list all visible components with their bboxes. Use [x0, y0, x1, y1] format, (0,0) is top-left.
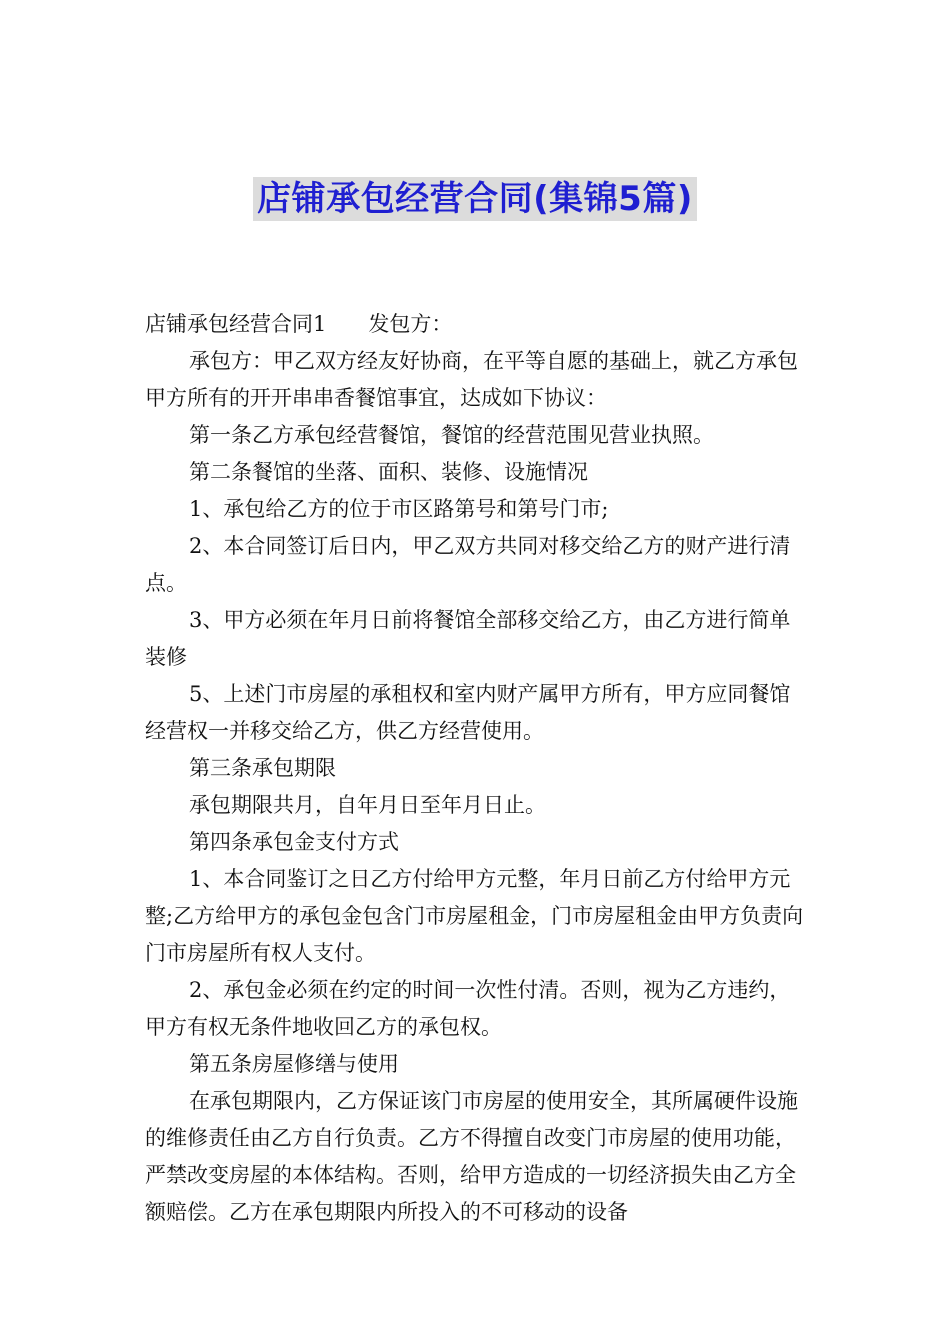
- paragraph: 1、承包给乙方的位于市区路第号和第号门市;: [189, 497, 609, 521]
- paragraph: 在承包期限内，乙方保证该门市房屋的使用安全，其所属硬件设施的维修责任由乙方自行负责。乙方不得擅自改变门市房屋的使用功能，严禁改变房屋的本体结构。否则，给甲方造成的一切经济损失由乙方全额赔偿。乙方在承包期限内所投入的不可移动的设备: [145, 1089, 798, 1224]
- paragraph: 第一条乙方承包经营餐馆，餐馆的经营范围见营业执照。: [189, 423, 714, 447]
- paragraph: 5、上述门市房屋的承租权和室内财产属甲方所有，甲方应同餐馆经营权一并移交给乙方，供乙方经营使用。: [145, 682, 791, 743]
- paragraph: 承包期限共月，自年月日至年月日止。: [189, 793, 546, 817]
- title-container: [0, 177, 950, 221]
- intro-line: [145, 306, 810, 343]
- document-body: [145, 306, 810, 1231]
- contract-heading: 店铺承包经营合同1: [145, 312, 327, 336]
- paragraph: 承包方：甲乙双方经友好协商，在平等自愿的基础上，就乙方承包甲方所有的开开串串香餐馆事宜，达成如下协议：: [145, 349, 798, 410]
- paragraph: 1、本合同鉴订之日乙方付给甲方元整，年月日前乙方付给甲方元整;乙方给甲方的承包金包含门市房屋租金，门市房屋租金由甲方负责向门市房屋所有权人支付。: [145, 867, 804, 965]
- paragraph: 2、承包金必须在约定的时间一次性付清。否则，视为乙方违约，甲方有权无条件地收回乙方的承包权。: [145, 978, 791, 1039]
- paragraph: 第二条餐馆的坐落、面积、装修、设施情况: [189, 460, 588, 484]
- document-title: 店铺承包经营合同(集锦5篇): [253, 177, 697, 221]
- paragraph: 3、甲方必须在年月日前将餐馆全部移交给乙方，由乙方进行简单装修: [145, 608, 791, 669]
- issuer-label: 发包方：: [368, 312, 453, 336]
- paragraph: 第四条承包金支付方式: [189, 830, 399, 854]
- paragraph: 2、本合同签订后日内，甲乙双方共同对移交给乙方的财产进行清点。: [145, 534, 791, 595]
- paragraph: 第五条房屋修缮与使用: [189, 1052, 399, 1076]
- paragraph: 第三条承包期限: [189, 756, 336, 780]
